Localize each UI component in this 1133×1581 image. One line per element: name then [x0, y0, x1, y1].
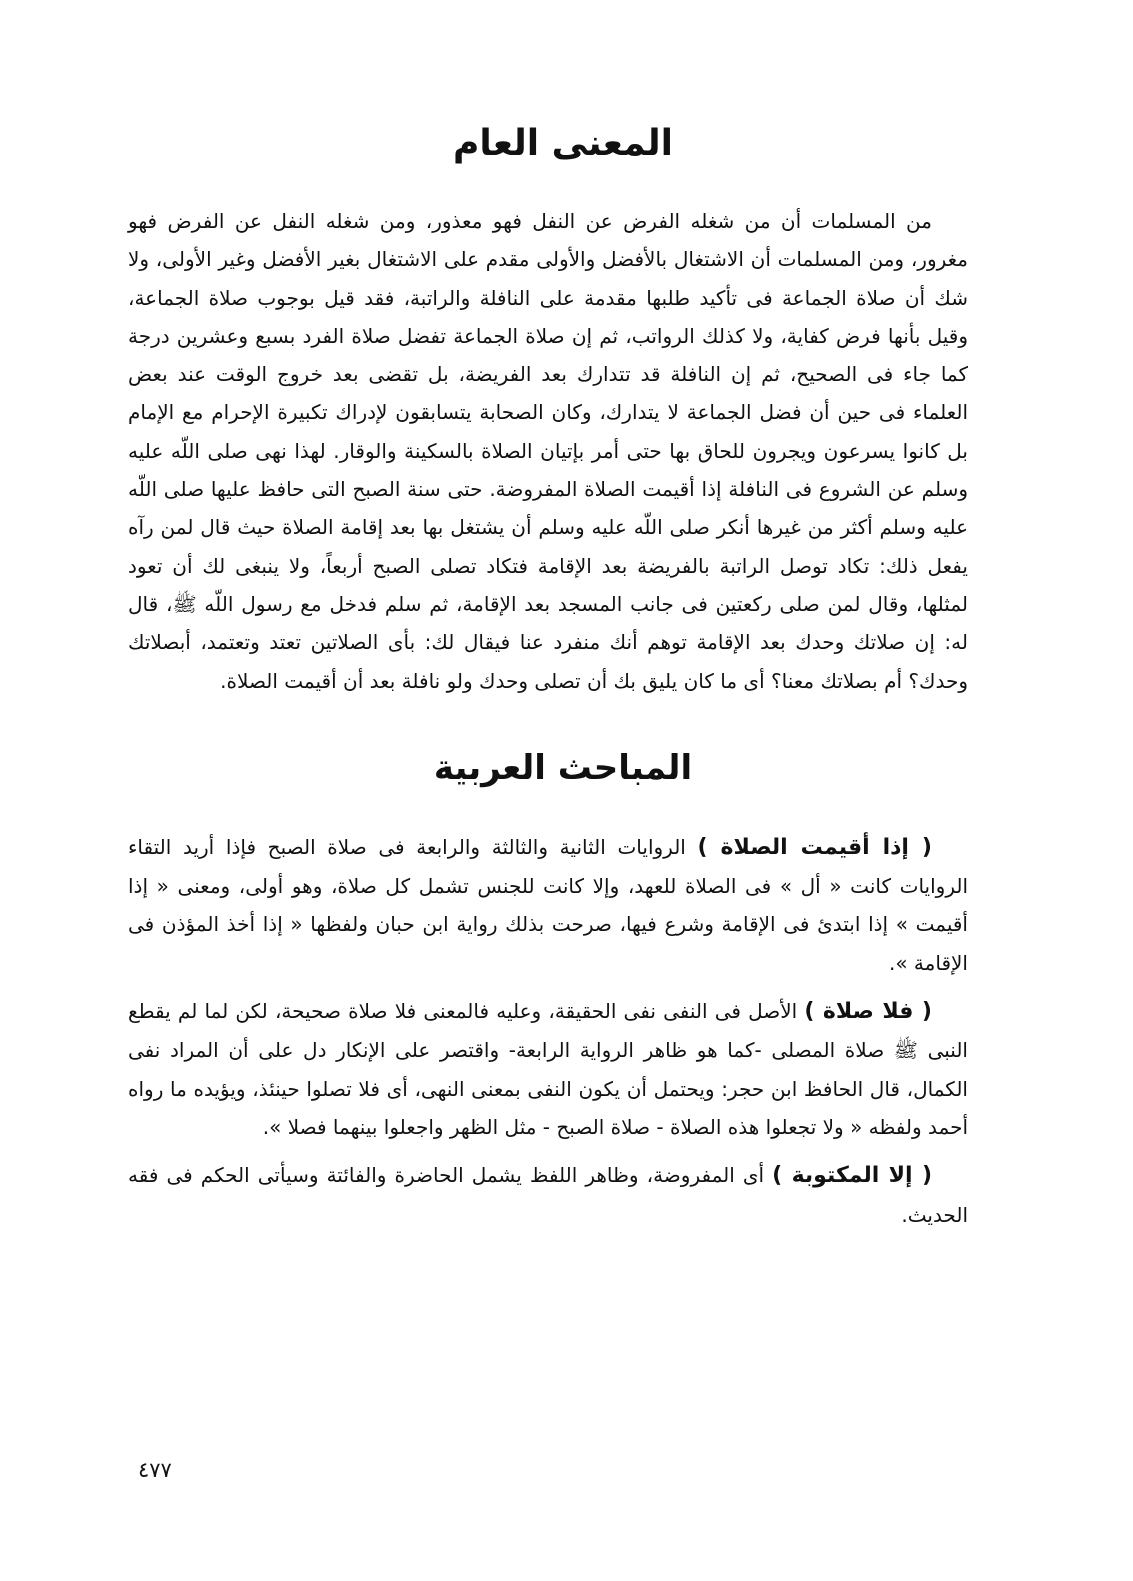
- section-title-arabic-topics: المباحث العربية: [433, 747, 693, 788]
- general-meaning-paragraph: من المسلمات أن من شغله الفرض عن النفل فهو معذور، ومن شغله النفل عن الفرض فهو مغرور، ومن المسلمات أن الاشتغال بالأفضل والأولى مقدم على الاشتغال بغير الأفضل وغير الأولى، ولا شك أن صلاة الجماعة فى تأكيد طلبها مقدمة على النافلة والراتبة، فقد قيل بوجوب صلاة الجماعة، وقيل بأنها فرض كفاية، ولا كذلك الرواتب، ثم إن صلاة الجماعة تفضل صلاة الفرد بسبع وعشرين درجة كما جاء فى الصحيح، ثم إن النافلة قد تتدارك بعد الفريضة، بل تقضى بعد خروج الوقت عند بعض العلماء فى حين أن فضل الجماعة لا يتدارك، وكان الصحابة يتسابقون لإدراك تكبيرة الإحرام مع الإمام بل كانوا يسرعون ويجرون للحاق بها حتى أمر بإتيان الصلاة بالسكينة والوقار. لهذا نهى صلى اللّه عليه وسلم عن الشروع فى النافلة إذا أقيمت الصلاة المفروضة. حتى سنة الصبح التى حافظ عليها صلى اللّه عليه وسلم أكثر من غيرها أنكر صلى اللّه عليه وسلم أن يشتغل بها بعد إقامة الصلاة حيث قال لمن رآه يفعل ذلك: تكاد توصل الراتبة بالفريضة بعد الإقامة فتكاد تصلى الصبح أربعاً، ولا ينبغى لك أن تعود لمثلها، وقال لمن صلى ركعتين فى جانب المسجد بعد الإقامة، ثم سلم فدخل مع رسول اللّه ﷺ، قال له: إن صلاتك وحدك بعد الإقامة توهم أنك منفرد عنا فيقال لك: بأى الصلاتين تعتد وتعتمد، أبصلاتك وحدك؟ أم بصلاتك معنا؟ أى ما كان يليق بك أن تصلى وحدك ولو نافلة بعد أن أقيمت الصلاة.: [128, 209, 968, 693]
- section-title-general-meaning: المعنى العام: [452, 123, 674, 164]
- page-number: ٤٧٧: [138, 1458, 172, 1482]
- entry-term: ( إلا المكتوبة ): [772, 1163, 933, 1189]
- entry-text: الأصل فى النفى نفى الحقيقة، وعليه فالمعنى فلا صلاة صحيحة، لكن لما لم يقطع النبى ﷺ صلاة المصلى -كما هو ظاهر الرواية الرابعة- واقتصر على الإنكار دل على أن المراد نفى الكمال، قال الحافظ ابن حجر: ويحتمل أن يكون النفى بمعنى النهى، أى فلا تصلوا حينئذ، ويؤيده ما رواه أحمد ولفظه « ولا تجعلوا هذه الصلاة - صلاة الصبح - مثل الظهر واجعلوا بينهما فصلا ».: [128, 999, 968, 1139]
- entry-term: ( إذا أقيمت الصلاة ): [697, 834, 932, 860]
- entry-text: أى المفروضة، وظاهر اللفظ يشمل الحاضرة والفائتة وسيأتى الحكم فى فقه الحديث.: [128, 1163, 968, 1227]
- entry-fala-salat: [128, 992, 968, 1146]
- entry-illa-maktuba: [128, 1156, 968, 1234]
- entry-iqamat-salat: [128, 828, 968, 982]
- entry-text: الروايات الثانية والثالثة والرابعة فى صلاة الصبح فإذا أريد التقاء الروايات كانت « أل » فى الصلاة للعهد، وإلا كانت للجنس تشمل كل صلاة، وهو أولى، ومعنى « إذا أقيمت » إذا ابتدئ فى الإقامة وشرع فيها، صرحت بذلك رواية ابن حبان ولفظها « إذا أخذ المؤذن فى الإقامة ».: [128, 834, 968, 975]
- entry-term: ( فلا صلاة ): [804, 999, 932, 1025]
